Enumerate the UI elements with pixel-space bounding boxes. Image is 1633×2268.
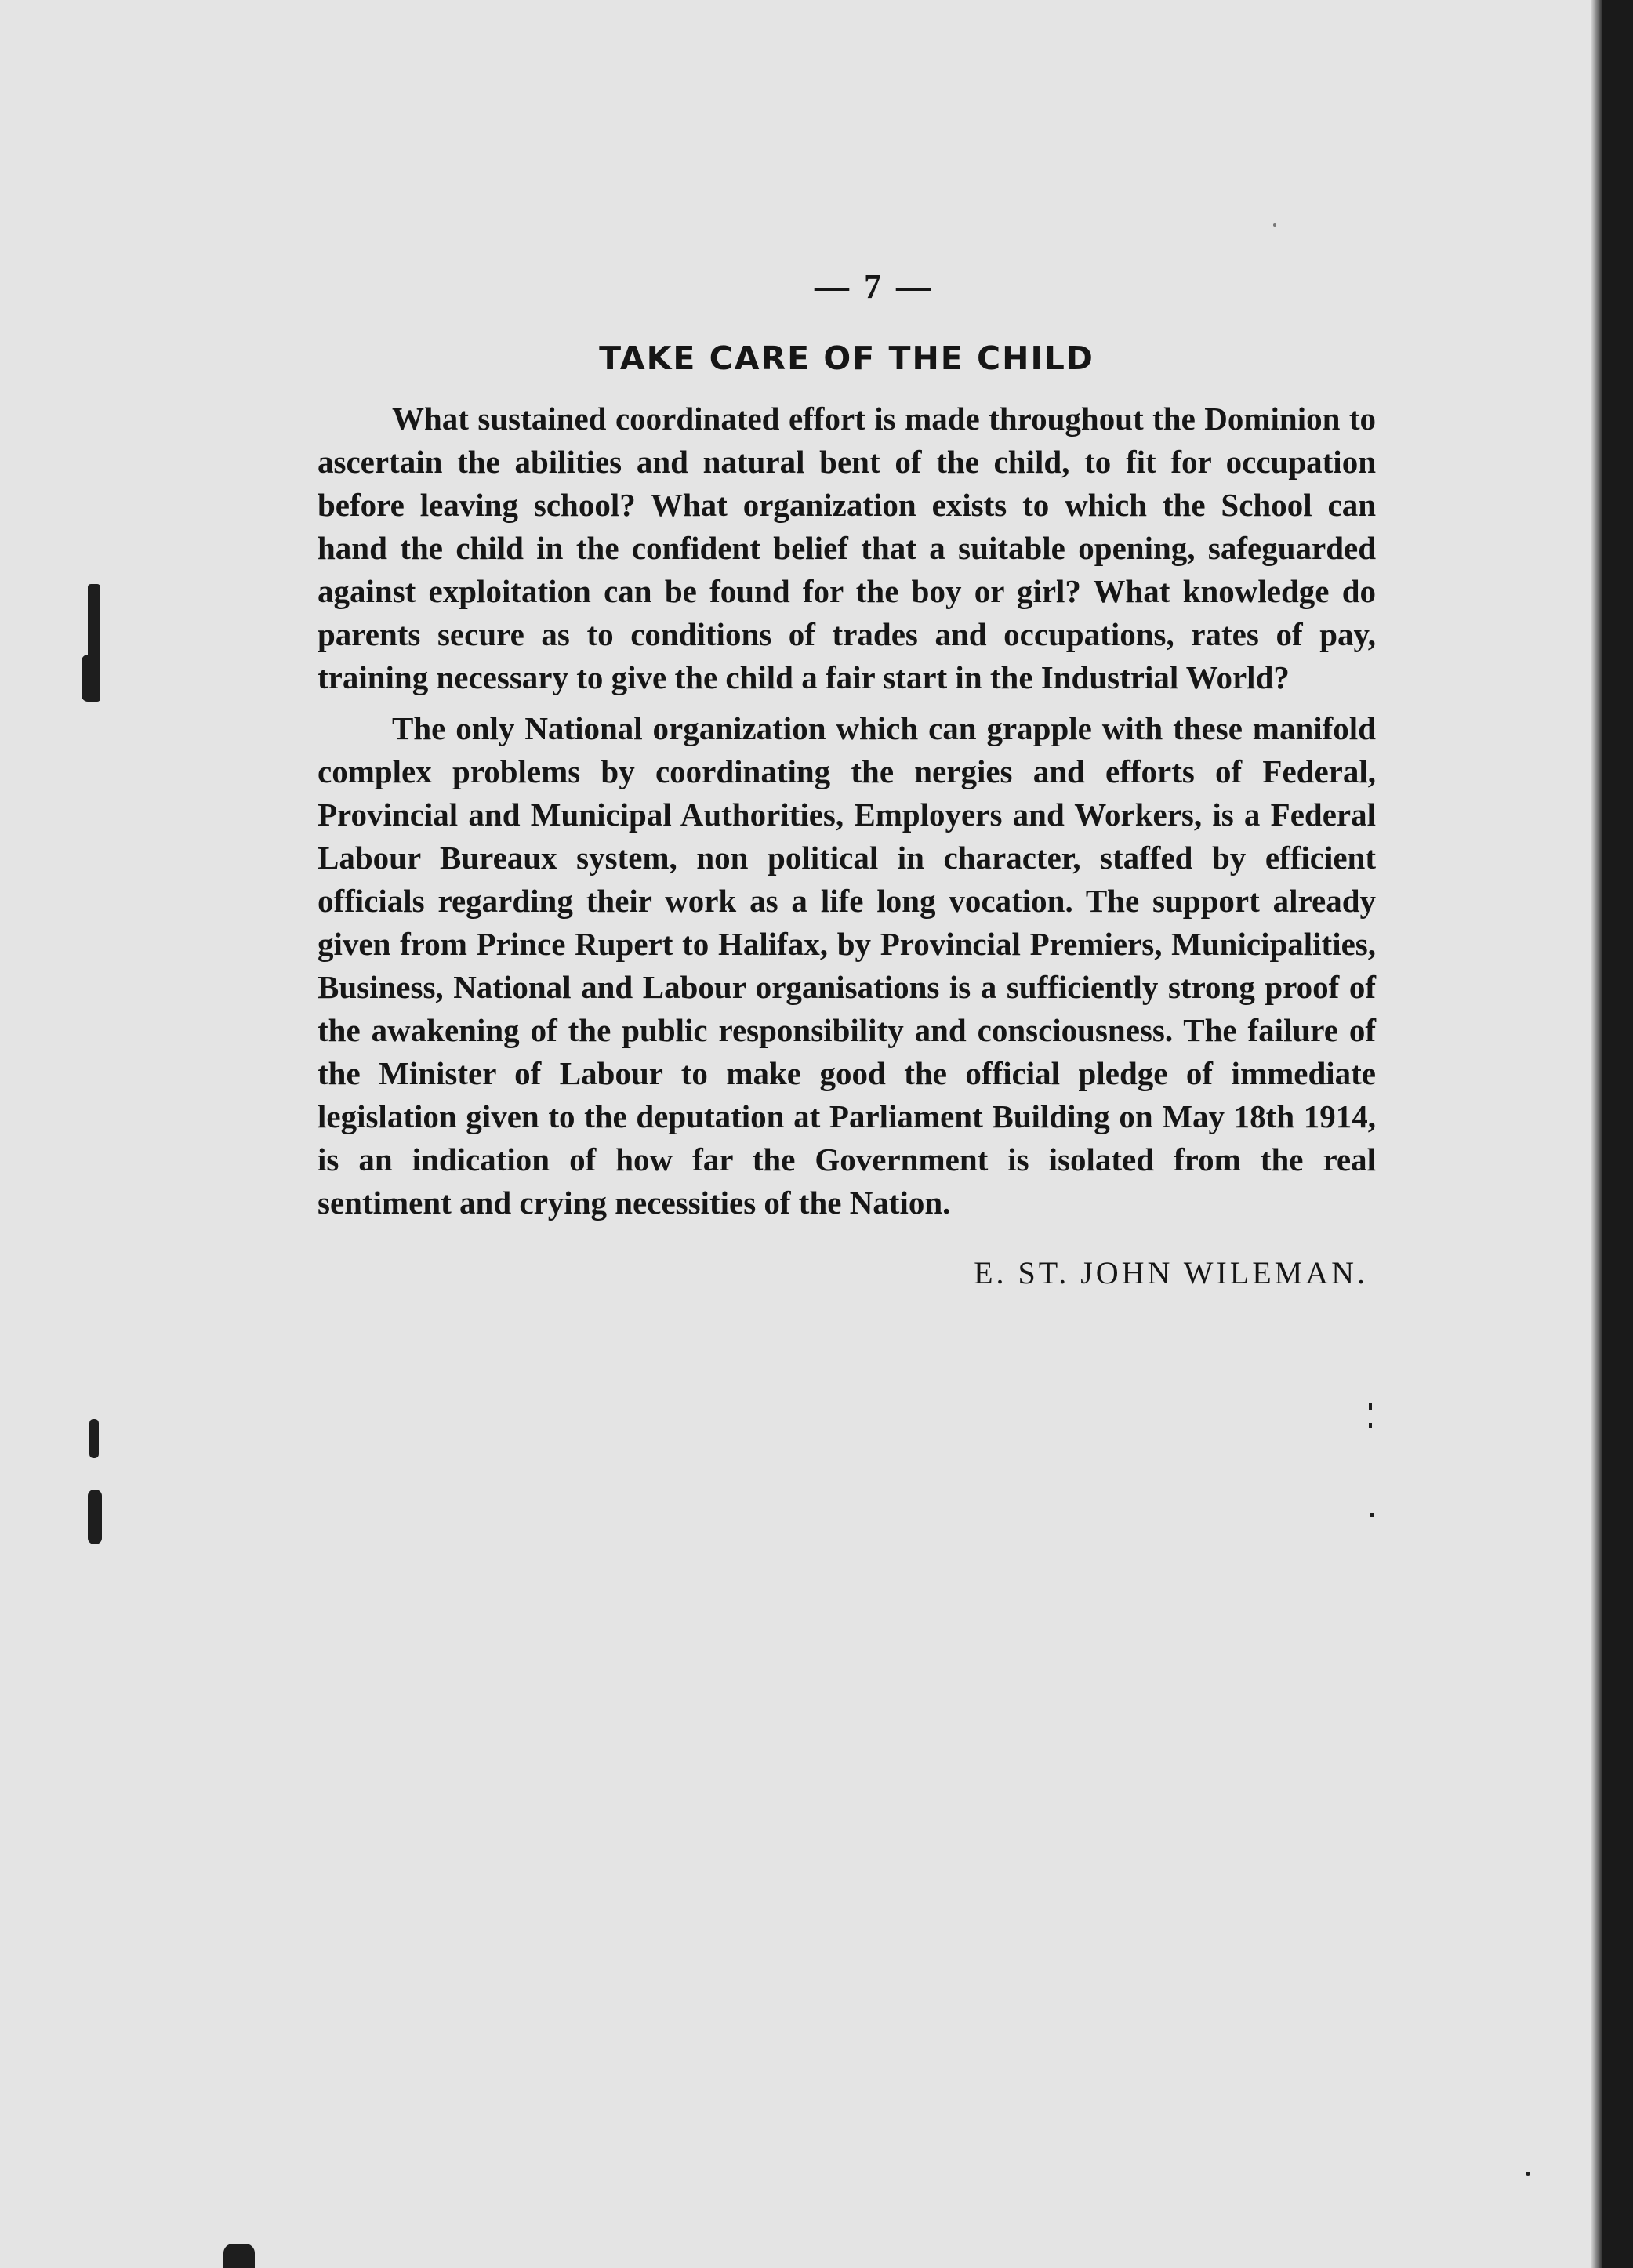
speck-1 (1369, 1403, 1372, 1410)
speck-5 (1273, 223, 1276, 227)
document-body (318, 267, 1376, 1291)
speck-3 (1370, 1513, 1374, 1517)
speck-4 (1526, 2172, 1530, 2176)
binding-mark-upper-tip (82, 655, 99, 702)
binding-mark-bottom (223, 2244, 255, 2268)
paragraph-2: The only National organization which can grapple with these manifold complex problems by coordinating the nergies and efforts of Federal, Provincial and Municipal Authorities, Employers and Workers, is a Federal Labour Bureaux system, non political in character, staffed by efficient officials regarding their work as a life long vocation. The support already given from Prince Rupert to Halifax, by Provincial Premiers, Municipalities, Business, National and Labour organisations is a sufficiently strong proof of the awakening of the public responsibility and consciousness. The failure of the Minister of Labour to make good the official pledge of immediate legislation given to the deputation at Parliament Building on May 18th 1914, is an indication of how far the Government is isolated from the real sentiment and crying necessities of the Nation. (318, 710, 1376, 1221)
section-heading: TAKE CARE OF THE CHILD (599, 339, 1094, 377)
speck-2 (1369, 1423, 1372, 1428)
paragraph-1: What sustained coordinated effort is made throughout the Dominion to ascertain the abilities and natural bent of the child, to fit for occupation before leaving school? What organization exists to which the School can hand the child in the confident belief that a suitable opening, safeguarded against exploitation can be found for the boy or girl? What knowledge do parents secure as to conditions of trades and occupations, rates of pay, training necessary to give the child a fair start in the Industrial World? (318, 401, 1376, 695)
page-edge-shadow (1591, 0, 1602, 2268)
binding-mark-lower (89, 1419, 99, 1458)
page-number: — 7 — (815, 267, 934, 306)
binding-mark-lower-2 (88, 1490, 102, 1544)
author-signature: E. ST. JOHN WILEMAN. (974, 1255, 1368, 1290)
